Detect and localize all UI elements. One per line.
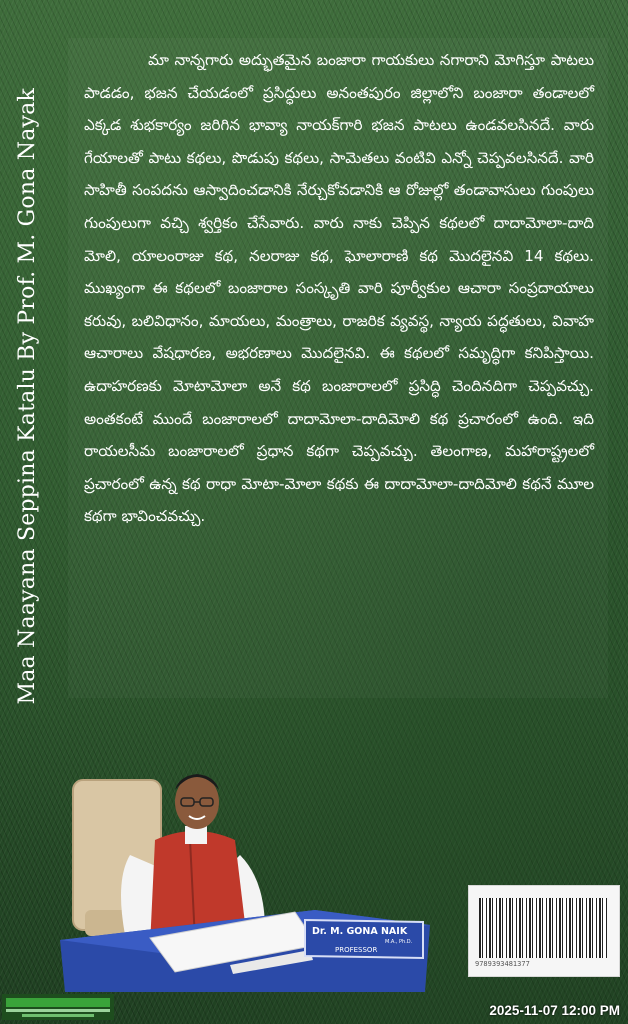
- nameplate-title: PROFESSOR: [335, 946, 378, 954]
- author-photo: [55, 760, 435, 1000]
- blurb-paragraph: మా నాన్నగారు అద్భుతమైన బంజారా గాయకులు నగారాని మోగిస్తూ పాటలు పాడడం, భజన చేయడంలో ప్రసిద్ధులు అనంతపురం జిల్లాలోని బంజారా తండాలలో ఎక్కడ శుభకార్యం జరిగిన భావ్యా నాయక్‌గారి భజన పాటలు ఉండవలసినదే. వారు గేయాలతో పాటు కథలు, పొడుపు కథలు, సామెతలు వంటివి ఎన్నో చెప్పవలసినదే. వారి సాహితీ సంపదను ఆస్వాదించడానికి నేర్చుకోవడానికి ఆ రోజుల్లో తండావాసులు గుంపులు గుంపులుగా వచ్చి శ్వర్తికం చేసేవారు. వారు నాకు చెప్పిన కథలలో దాదామోలా-దాది మోలి, యాలంరాజు కథ, నలరాజు కథ, ఘోలారాణి కథ మొదలైనవి 14 కథలు. ముఖ్యంగా ఈ కథలలో బంజారాల సంస్కృతి వారి పూర్వీకుల ఆచారా సంప్రదాయాలు కరువు, బలివిధానం, మాయలు, మంత్రాలు, రాజరిక వ్యవస్థ, న్యాయ పద్ధతులు, వివాహ ఆచారాలు వేషధారణ, అభరణాలు మొదలైనవి. ఈ కథలలో సమృద్ధిగా కనిపిస్తాయి. ఉదాహరణకు మోటామోలా అనే కథ బంజారాలలో ప్రసిద్ధి చెందినదిగా చెప్పవచ్చు. అంతకంటే ముందే బంజారాలలో దాదామోలా-దాదిమోలి కథ ప్రచారంలో ఉంది. ఇది రాయలసీమ బంజారాలలో ప్రధాన కథగా చెప్పవచ్చు. తెలంగాణ, మహారాష్ట్రలలో ప్రచారంలో ఉన్న కథ రాధా మోటా-మోలా కథకు ఈ దాదామోలా-దాదిమోలి కథనే మూల కథగా భావించవచ్చు.: [84, 51, 594, 526]
- barcode-number: 9789393481377: [475, 960, 530, 968]
- publisher-logo: [2, 994, 114, 1020]
- nameplate-name: Dr. M. GONA NAIK: [312, 926, 408, 937]
- isbn-barcode: [468, 885, 620, 977]
- barcode-bars: [479, 898, 607, 958]
- spine-title-strip: [3, 36, 51, 756]
- nameplate-degree: M.A., Ph.D.: [385, 939, 413, 945]
- desk-nameplate: [305, 920, 423, 958]
- capture-timestamp: 2025-11-07 12:00 PM: [489, 1003, 620, 1018]
- spine-title: Maa Naayana Seppina Katalu By Prof. M. Gona Nayak: [14, 87, 40, 705]
- blurb-text-block: [84, 44, 594, 533]
